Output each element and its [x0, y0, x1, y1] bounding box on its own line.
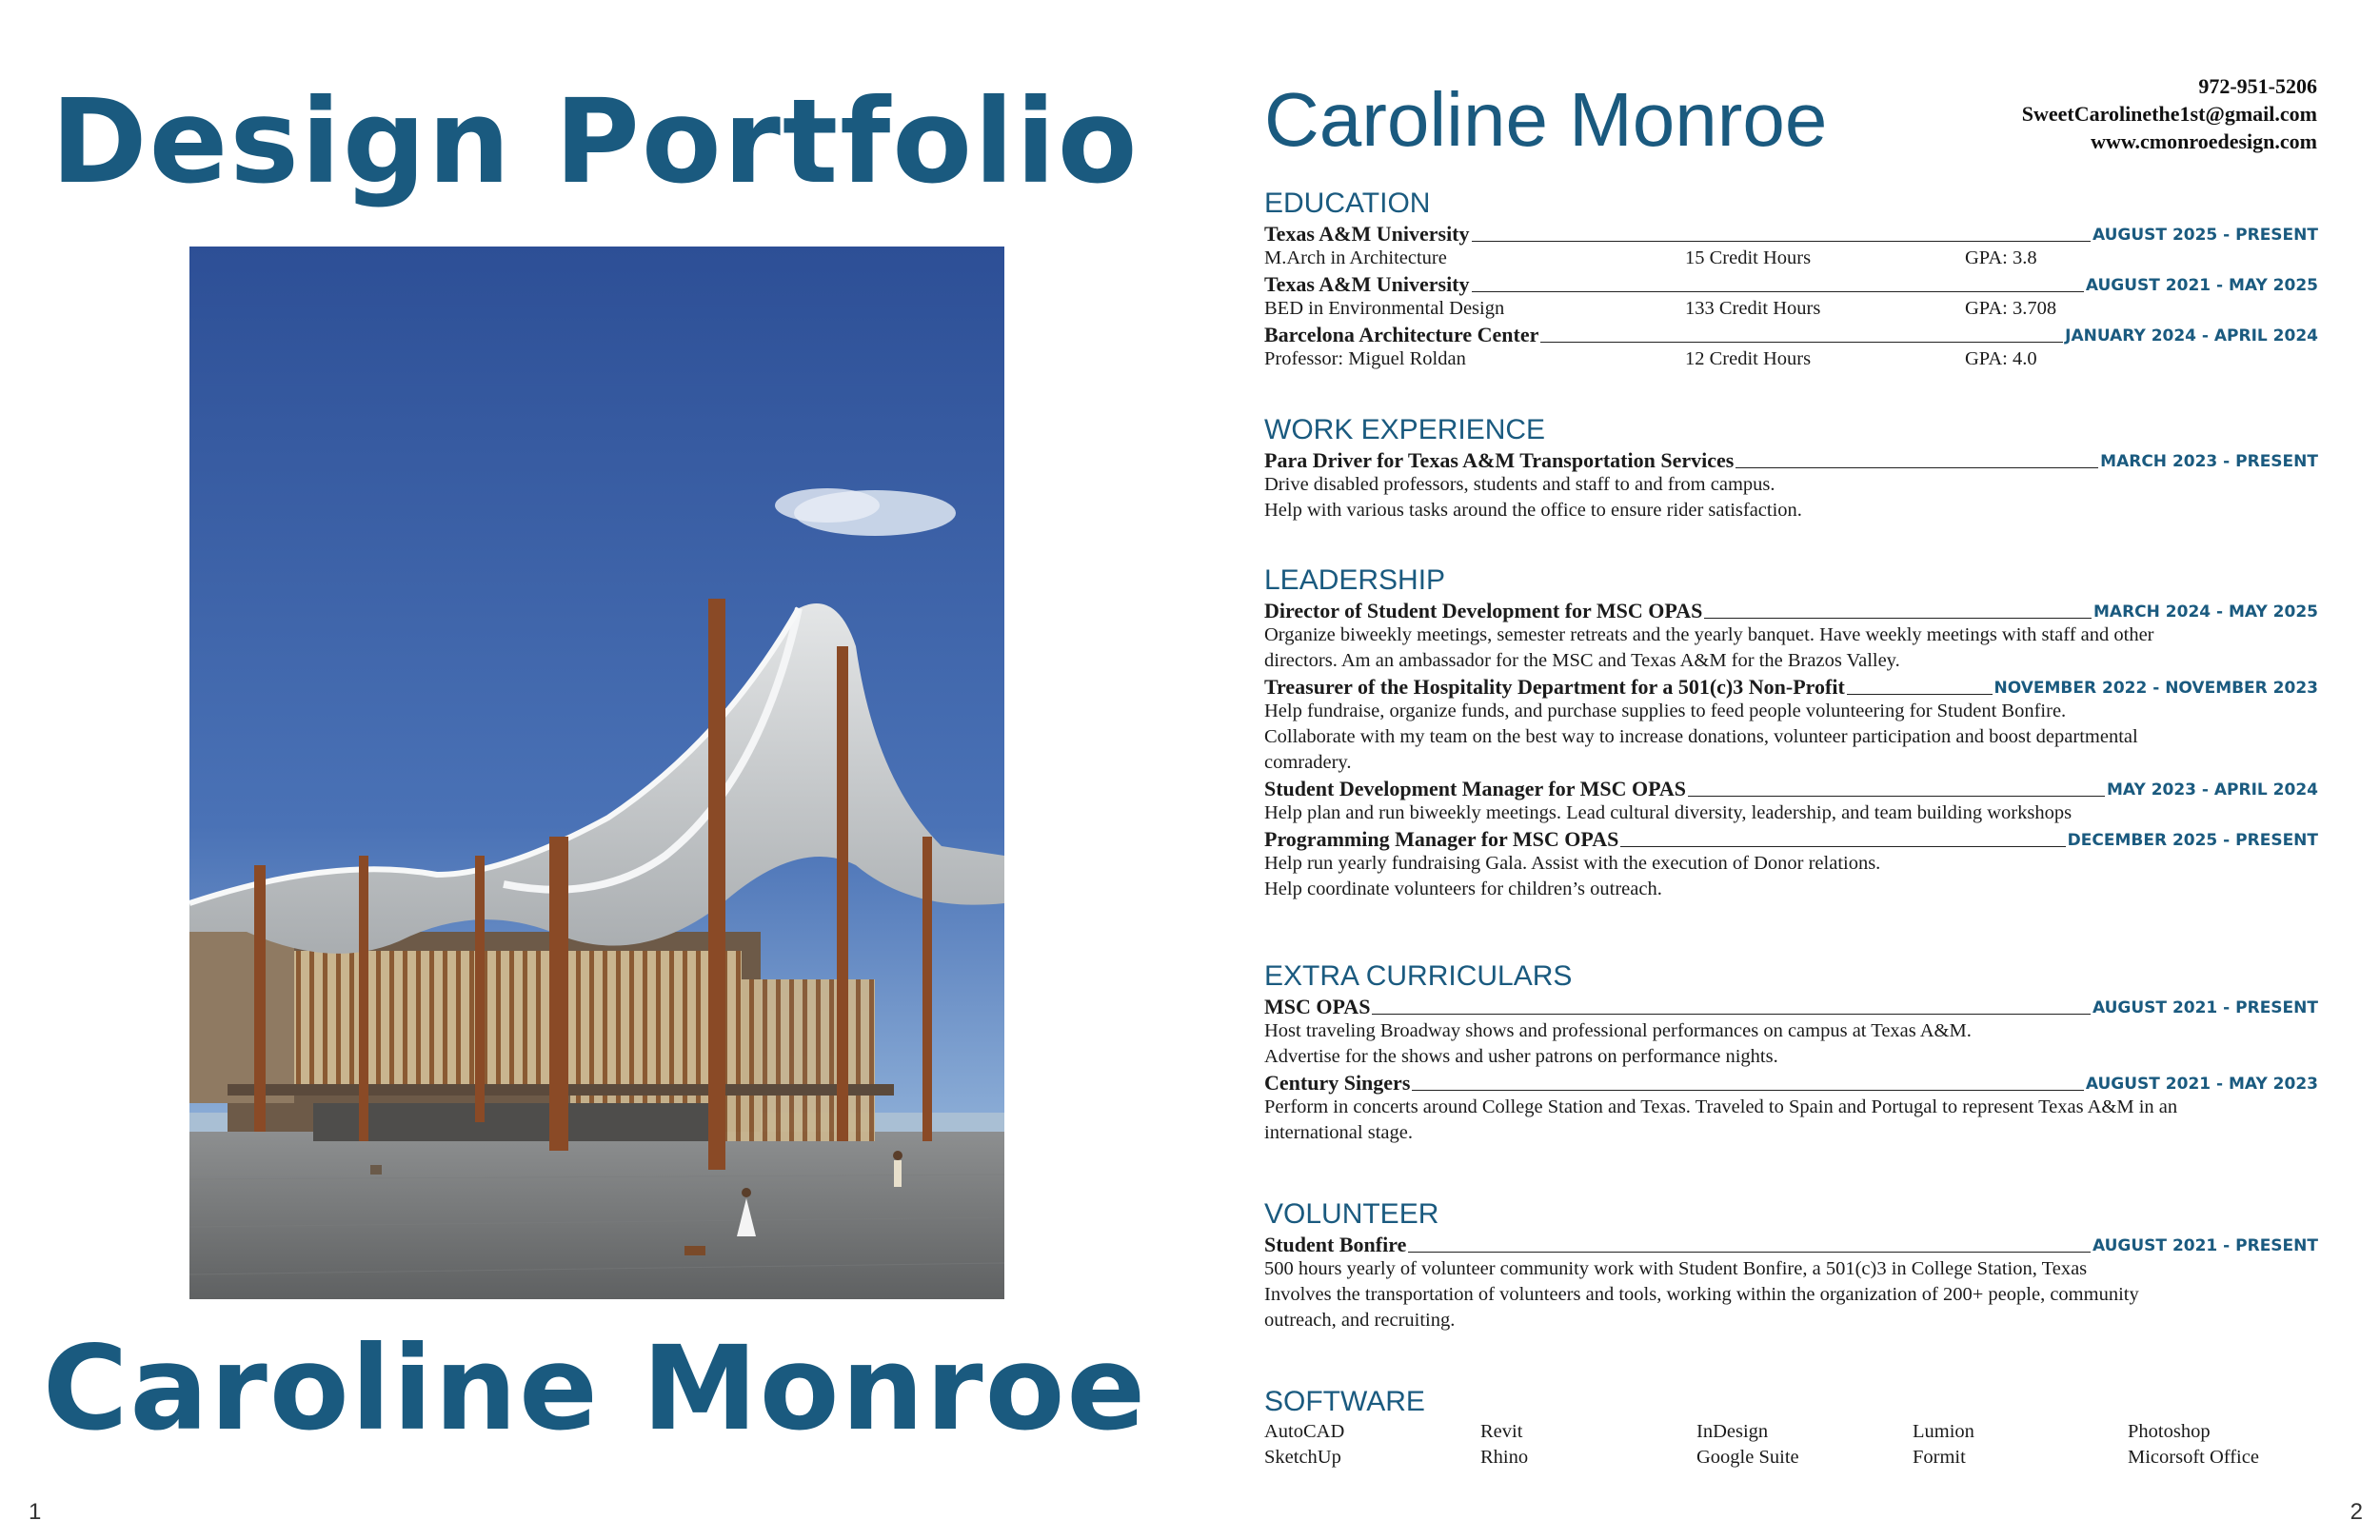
work-section — [1264, 415, 2318, 523]
date: AUGUST 2021 - PRESENT — [2092, 1236, 2318, 1255]
software-item: Google Suite — [1696, 1447, 1799, 1468]
description-line: Help run yearly fundraising Gala. Assist with the execution of Donor relations. — [1264, 853, 1881, 874]
school: Texas A&M University — [1264, 222, 1470, 246]
school: Texas A&M University — [1264, 272, 1470, 296]
description-line: Perform in concerts around College Station and Texas. Traveled to Spain and Portugal to represent Texas A&M in an — [1264, 1096, 2178, 1117]
extracurricular-entry — [1264, 994, 2318, 1018]
leader-line — [1540, 342, 2063, 343]
date: DECEMBER 2025 - PRESENT — [2067, 831, 2318, 850]
section-heading: WORK EXPERIENCE — [1264, 414, 1546, 445]
software-section — [1264, 1387, 2318, 1471]
cover-title: Design Portfolio — [50, 74, 1140, 209]
software-item: SketchUp — [1264, 1447, 1341, 1468]
phone: 972-951-5206 — [2198, 74, 2317, 98]
software-item: Revit — [1480, 1421, 1523, 1442]
section-heading: SOFTWARE — [1264, 1386, 1425, 1417]
software-item: Photoshop — [2128, 1421, 2211, 1442]
extracurricular-entry — [1264, 1070, 2318, 1095]
description-line: directors. Am an ambassador for the MSC and Texas A&M for the Brazos Valley. — [1264, 650, 1900, 671]
leader-line — [1472, 241, 2091, 242]
software-list — [1264, 1419, 2318, 1471]
role-title: Student Development Manager for MSC OPAS — [1264, 777, 1687, 800]
software-item: Lumion — [1913, 1421, 1974, 1442]
description-line: comradery. — [1264, 752, 1352, 773]
section-heading: EXTRA CURRICULARS — [1264, 960, 1573, 992]
cover-name: Caroline Monroe — [42, 1321, 1148, 1456]
description-line: 500 hours yearly of volunteer community work with Student Bonfire, a 501(c)3 in College Station, Texas — [1264, 1258, 2088, 1279]
job-title: Para Driver for Texas A&M Transportation Services — [1264, 448, 1735, 472]
software-item: InDesign — [1696, 1421, 1769, 1442]
education-section — [1264, 188, 2318, 372]
education-entry — [1264, 271, 2318, 296]
email[interactable]: SweetCarolinethe1st@gmail.com — [2021, 102, 2317, 126]
credit-hours: 15 Credit Hours — [1685, 247, 1812, 268]
leadership-entry — [1264, 598, 2318, 622]
leader-line — [1847, 694, 1993, 695]
software-item: Micorsoft Office — [2128, 1447, 2259, 1468]
description-line: Advertise for the shows and usher patrons on performance nights. — [1264, 1046, 1778, 1067]
leader-line — [1620, 846, 2065, 847]
description-line: outreach, and recruiting. — [1264, 1310, 1456, 1331]
resume-name: Caroline Monroe — [1264, 77, 1828, 162]
education-details — [1264, 346, 2318, 372]
education-entry — [1264, 322, 2318, 346]
leadership-entry — [1264, 776, 2318, 800]
school: Barcelona Architecture Center — [1264, 323, 1539, 346]
description-line: Help plan and run biweekly meetings. Lead cultural diversity, leadership, and team building workshops — [1264, 802, 2073, 823]
website[interactable]: www.cmonroedesign.com — [2091, 129, 2317, 153]
architectural-rendering — [189, 247, 1004, 1299]
date: MARCH 2023 - PRESENT — [2100, 452, 2318, 471]
date: JANUARY 2024 - APRIL 2024 — [2065, 326, 2318, 346]
description-line: Involves the transportation of volunteers and tools, working within the organization of 200+ people, community — [1264, 1284, 2139, 1305]
date: NOVEMBER 2022 - NOVEMBER 2023 — [1993, 679, 2318, 698]
role-title: Treasurer of the Hospitality Department for a 501(c)3 Non-Profit — [1264, 675, 1845, 699]
education-details — [1264, 246, 2318, 271]
volunteer-section — [1264, 1199, 2318, 1333]
volunteer-entry — [1264, 1232, 2318, 1256]
date: AUGUST 2025 - PRESENT — [2092, 226, 2318, 245]
leadership-entry — [1264, 674, 2318, 699]
software-item: AutoCAD — [1264, 1421, 1345, 1442]
volunteer-title: Student Bonfire — [1264, 1233, 1407, 1256]
leadership-entry — [1264, 826, 2318, 851]
description-line: Host traveling Broadway shows and professional performances on campus at Texas A&M. — [1264, 1020, 1972, 1041]
description-line: international stage. — [1264, 1122, 1413, 1143]
leader-line — [1472, 291, 2084, 292]
degree: BED in Environmental Design — [1264, 298, 1505, 319]
role-title: Programming Manager for MSC OPAS — [1264, 827, 1619, 851]
leader-line — [1688, 796, 2105, 797]
credit-hours: 12 Credit Hours — [1685, 348, 1812, 369]
leader-line — [1704, 618, 2092, 619]
leader-line — [1412, 1090, 2083, 1091]
gpa: GPA: 3.8 — [1965, 247, 2037, 268]
description-line: Help coordinate volunteers for children’s outreach. — [1264, 879, 1662, 899]
gpa: GPA: 4.0 — [1965, 348, 2037, 369]
date: MARCH 2024 - MAY 2025 — [2093, 602, 2318, 622]
section-heading: LEADERSHIP — [1264, 564, 1446, 596]
leader-line — [1372, 1014, 2091, 1015]
date: AUGUST 2021 - MAY 2023 — [2085, 1075, 2318, 1094]
section-heading: VOLUNTEER — [1264, 1198, 1439, 1230]
leadership-section — [1264, 565, 2318, 902]
date: AUGUST 2021 - PRESENT — [2092, 998, 2318, 1017]
leader-line — [1735, 467, 2098, 468]
date: MAY 2023 - APRIL 2024 — [2107, 780, 2318, 800]
extracurricular-section — [1264, 961, 2318, 1146]
credit-hours: 133 Credit Hours — [1685, 298, 1821, 319]
description-line: Drive disabled professors, students and staff to and from campus. — [1264, 474, 1775, 495]
education-entry — [1264, 221, 2318, 246]
leader-line — [1408, 1252, 2091, 1253]
role-title: Director of Student Development for MSC OPAS — [1264, 599, 1703, 622]
description-line: Help with various tasks around the office to ensure rider satisfaction. — [1264, 500, 1802, 521]
contact-block — [2022, 72, 2317, 155]
description-line: Organize biweekly meetings, semester retreats and the yearly banquet. Have weekly meetings with staff and other — [1264, 624, 2154, 645]
software-item: Formit — [1913, 1447, 1966, 1468]
date: AUGUST 2021 - MAY 2025 — [2085, 276, 2318, 295]
work-entry — [1264, 447, 2318, 472]
description-line: Collaborate with my team on the best way to increase donations, volunteer participation and boost departmental — [1264, 726, 2138, 747]
software-item: Rhino — [1480, 1447, 1529, 1468]
section-heading: EDUCATION — [1264, 188, 1431, 219]
degree: M.Arch in Architecture — [1264, 247, 1447, 268]
page-number-right: 2 — [2350, 1499, 2363, 1525]
description-line: Help fundraise, organize funds, and purchase supplies to feed people volunteering for Student Bonfire. — [1264, 701, 2067, 721]
activity-title: Century Singers — [1264, 1071, 1411, 1095]
activity-title: MSC OPAS — [1264, 995, 1371, 1018]
education-details — [1264, 296, 2318, 322]
degree: Professor: Miguel Roldan — [1264, 348, 1466, 369]
gpa: GPA: 3.708 — [1965, 298, 2057, 319]
page-number-left: 1 — [29, 1499, 42, 1525]
